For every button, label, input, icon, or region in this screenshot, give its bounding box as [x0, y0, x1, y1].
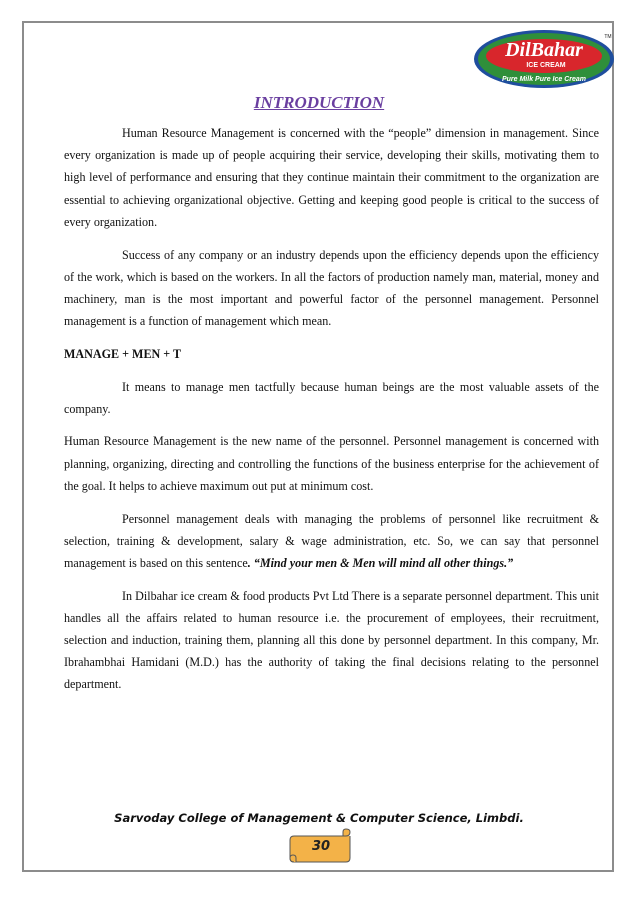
paragraph-intro: Human Resource Management is concerned with the “people” dimension in management. Since every organization is made up of people acquiring their service, developing their skills, motivating them to high level of performance and ensuring that they continue maintain their commitment to the organization are essential to achieving organizational objective. Getting and keeping good people is critical to the success of every organization. — [64, 126, 599, 229]
logo-product: ICE CREAM — [526, 62, 566, 69]
dilbahar-logo — [466, 28, 616, 90]
page-number: 30 — [311, 839, 331, 854]
formula-line: MANAGE + MEN + T — [64, 346, 182, 361]
document-body — [64, 122, 599, 706]
footer-college-name: Sarvoday College of Management & Computer Science, Limbdi. — [114, 811, 524, 825]
logo-tagline: Pure Milk Pure Ice Cream — [501, 76, 587, 83]
paragraph-personnel-lead: Personnel management deals with managing the problems of personnel like recruitment & selection, training & development, salary & wage administration, etc. So, we can say that personnel management is based on this sentence — [64, 511, 599, 570]
paragraph-success: Success of any company or an industry depends upon the efficiency depends upon the efficiency of the work, which is based on the workers. In all the factors of production namely man, material, money and machinery, man is the most important and powerful factor of the personnel management. Personnel management is a function of management which mean. — [64, 247, 599, 329]
paragraph-dilbahar: In Dilbahar ice cream & food products Pvt Ltd There is a separate personnel department. This unit handles all the affairs related to human resource i.e. the procurement of employees, their recruitment, selection and induction, training them, planning all this done by personnel department. In this company, Mr. Ibrahambhai Hamidani (M.D.) has the authority of taking the final decisions relating to the personnel department. — [64, 588, 599, 692]
quote-text: . “Mind your men & Men will mind all other things.” — [247, 555, 514, 570]
paragraph-personnel-management — [64, 508, 599, 575]
logo-brand: DilBahar — [505, 39, 583, 61]
page-title: INTRODUCTION — [253, 93, 385, 112]
paragraph-hrm-definition: Human Resource Management is the new name of the personnel. Personnel management is concerned with planning, organizing, directing and controlling the functions of the business enterprise for the achievement of the goal. It helps to achieve maximum out put at minimum cost. — [64, 434, 599, 493]
paragraph-manage-men: It means to manage men tactfully because human beings are the most valuable assets of the company. — [64, 379, 599, 416]
logo-tm: TM — [604, 34, 612, 40]
